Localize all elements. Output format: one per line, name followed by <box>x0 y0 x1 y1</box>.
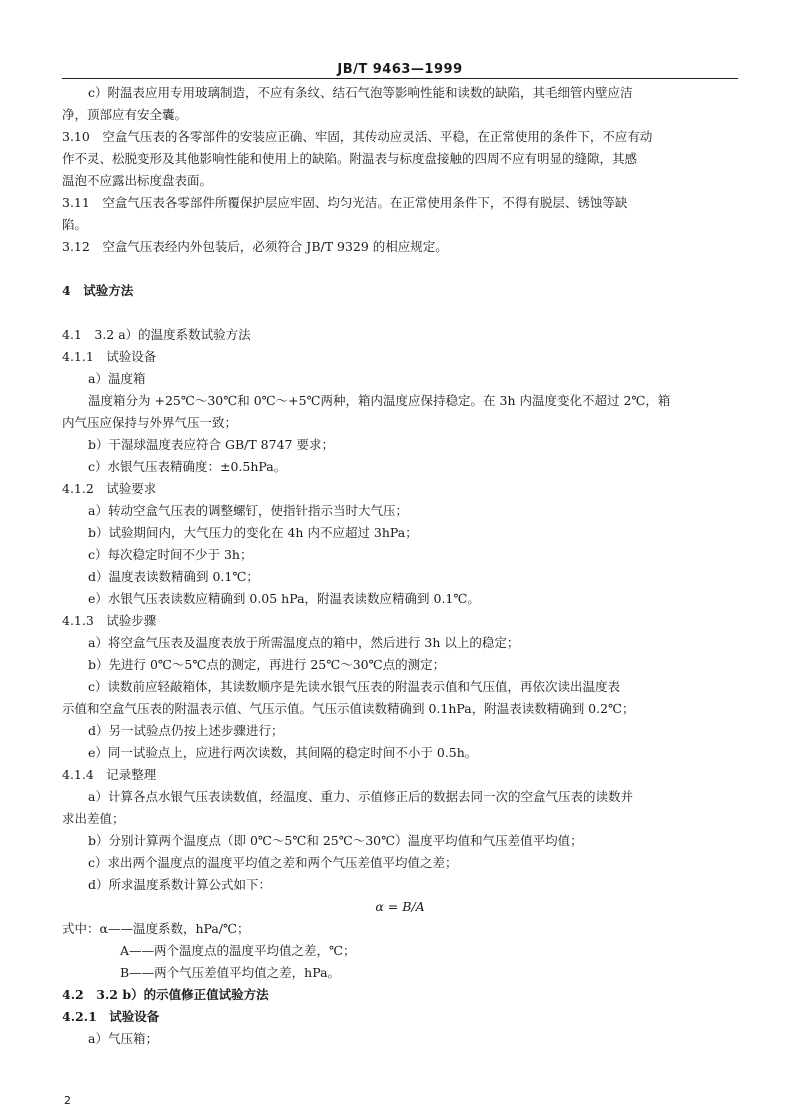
text-line: b）先进行 0℃～5℃点的测定，再进行 25℃～30℃点的测定； <box>88 657 446 672</box>
text-line: 陷。 <box>62 217 88 232</box>
text-line: 示值和空盒气压表的附温表示值、气压示值。气压示值读数精确到 0.1hPa，附温表读数精确到 0.2℃； <box>62 701 635 716</box>
page-header: JB/T 9463—1999 <box>62 62 738 79</box>
section-heading: 4 试验方法 <box>62 283 134 298</box>
text-line: 3.12 空盒气压表经内外包装后，必须符合 JB/T 9329 的相应规定。 <box>62 239 448 254</box>
text-line: 式中：α——温度系数，hPa/℃； <box>62 921 250 936</box>
text-line: a）气压箱； <box>88 1031 158 1046</box>
page-number: 2 <box>64 1094 71 1107</box>
text-line: e）水银气压表读数应精确到 0.05 hPa，附温表读数应精确到 0.1℃。 <box>88 591 480 606</box>
text-line: 4.1.3 试验步骤 <box>62 613 157 628</box>
text-line: 内气压应保持与外界气压一致； <box>62 415 238 430</box>
text-line: d）另一试验点仍按上述步骤进行； <box>88 723 284 738</box>
text-line: 4.1.2 试验要求 <box>62 481 157 496</box>
formula: α = B/A <box>375 899 425 914</box>
text-line: 3.10 空盒气压表的各零部件的安装应正确、牢固，其传动应灵活、平稳，在正常使用的条件下，不应有动 <box>62 129 653 144</box>
document-body <box>62 82 738 1050</box>
text-line: A——两个温度点的温度平均值之差，℃； <box>120 943 356 958</box>
text-line: a）温度箱 <box>88 371 146 386</box>
text-line: e）同一试验点上，应进行两次读数，其间隔的稳定时间不小于 0.5h。 <box>88 745 478 760</box>
text-line: B——两个气压差值平均值之差，hPa。 <box>120 965 341 980</box>
text-line: 作不灵、松脱变形及其他影响性能和使用上的缺陷。附温表与标度盘接触的四周不应有明显的缝隙，其感 <box>62 151 638 166</box>
text-line: 3.11 空盒气压表各零部件所覆保护层应牢固、均匀光洁。在正常使用条件下，不得有脱层、锈蚀等缺 <box>62 195 628 210</box>
text-line: c）附温表应用专用玻璃制造，不应有条纹、结石气泡等影响性能和读数的缺陷，其毛细管内壁应洁 <box>88 85 633 100</box>
text-line: d）所求温度系数计算公式如下： <box>88 877 272 892</box>
text-line: b）干湿球温度表应符合 GB/T 8747 要求； <box>88 437 334 452</box>
text-line: 4.2 3.2 b）的示值修正值试验方法 <box>62 987 269 1002</box>
text-line: 4.2.1 试验设备 <box>62 1009 160 1024</box>
text-line: c）水银气压表精确度：±0.5hPa。 <box>88 459 287 474</box>
text-line: b）分别计算两个温度点（即 0℃～5℃和 25℃～30℃）温度平均值和气压差值平均值； <box>88 833 583 848</box>
text-line: d）温度表读数精确到 0.1℃； <box>88 569 259 584</box>
text-line: b）试验期间内，大气压力的变化在 4h 内不应超过 3hPa； <box>88 525 418 540</box>
text-line: 净，顶部应有安全囊。 <box>62 107 188 122</box>
text-line: 温泡不应露出标度盘表面。 <box>62 173 213 188</box>
text-line: a）将空盒气压表及温度表放于所需温度点的箱中，然后进行 3h 以上的稳定； <box>88 635 520 650</box>
text-line: c）求出两个温度点的温度平均值之差和两个气压差值平均值之差； <box>88 855 458 870</box>
text-line: 4.1.1 试验设备 <box>62 349 157 364</box>
text-line: c）每次稳定时间不少于 3h； <box>88 547 253 562</box>
text-line: a）转动空盒气压表的调整螺钉，使指针指示当时大气压； <box>88 503 408 518</box>
text-line: c）读数前应轻敲箱体，其读数顺序是先读水银气压表的附温表示值和气压值，再依次读出温度表 <box>88 679 621 694</box>
text-line: 4.1.4 记录整理 <box>62 767 157 782</box>
text-line: 4.1 3.2 a）的温度系数试验方法 <box>62 327 251 342</box>
text-line: 求出差值； <box>62 811 125 826</box>
text-line: 温度箱分为 +25℃～30℃和 0℃～+5℃两种，箱内温度应保持稳定。在 3h 内温度变化不超过 2℃，箱 <box>88 393 671 408</box>
text-line: a）计算各点水银气压表读数值，经温度、重力、示值修正后的数据去同一次的空盒气压表的读数并 <box>88 789 633 804</box>
